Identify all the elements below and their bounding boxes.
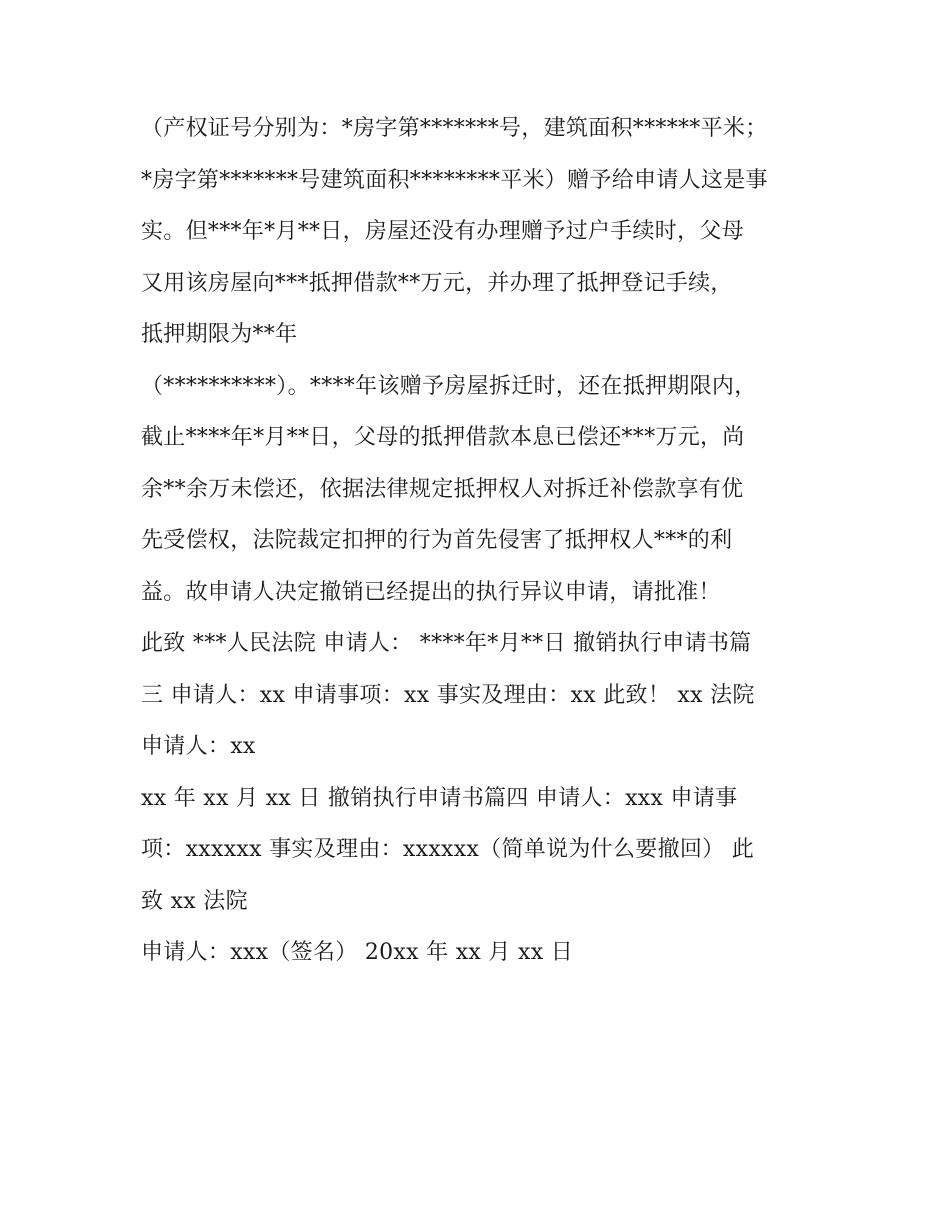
text-line: 余**余万未偿还，依据法律规定抵押权人对拆迁补偿款享有优 [141, 476, 744, 502]
text-line: （**********）。****年该赠予房屋拆迁时，还在抵押期限内， [141, 373, 757, 399]
document-body [141, 108, 821, 984]
text-line: 抵押期限为**年 [141, 322, 298, 347]
text-line: 申请人：xxx（签名） 20xx 年 xx 月 xx 日 [141, 940, 574, 965]
text-line: 申请人：xx [141, 734, 256, 759]
text-line: （产权证号分别为：*房字第*******号，建筑面积******平米； [141, 116, 768, 141]
text-line: 先受偿权，法院裁定扣押的行为首先侵害了抵押权人***的利 [141, 528, 733, 553]
text-line: 截止****年*月**日，父母的抵押借款本息已偿还***万元，尚 [141, 425, 745, 450]
text-line: 项：xxxxxx 事实及理由：xxxxxx（简单说为什么要撤回） 此 [141, 837, 755, 862]
text-line: xx 年 xx 月 xx 日 撤销执行申请书篇四 申请人：xxx 申请事 [141, 785, 738, 811]
text-line: 致 xx 法院 [141, 888, 248, 914]
text-line: 此致 ***人民法院 申请人： ****年*月**日 撤销执行申请书篇 [141, 631, 752, 656]
text-line: 实。但***年*月**日，房屋还没有办理赠予过户手续时，父母 [141, 219, 745, 244]
text-line: *房字第*******号建筑面积********平米）赠予给申请人这是事 [141, 167, 768, 193]
text-line: 三 申请人：xx 申请事项：xx 事实及理由：xx 此致！ xx 法院 [141, 682, 755, 708]
text-line: 益。故申请人决定撤销已经提出的执行异议申请，请批准！ [141, 579, 721, 605]
text-line: 又用该房屋向***抵押借款**万元，并办理了抵押登记手续， [141, 270, 733, 296]
